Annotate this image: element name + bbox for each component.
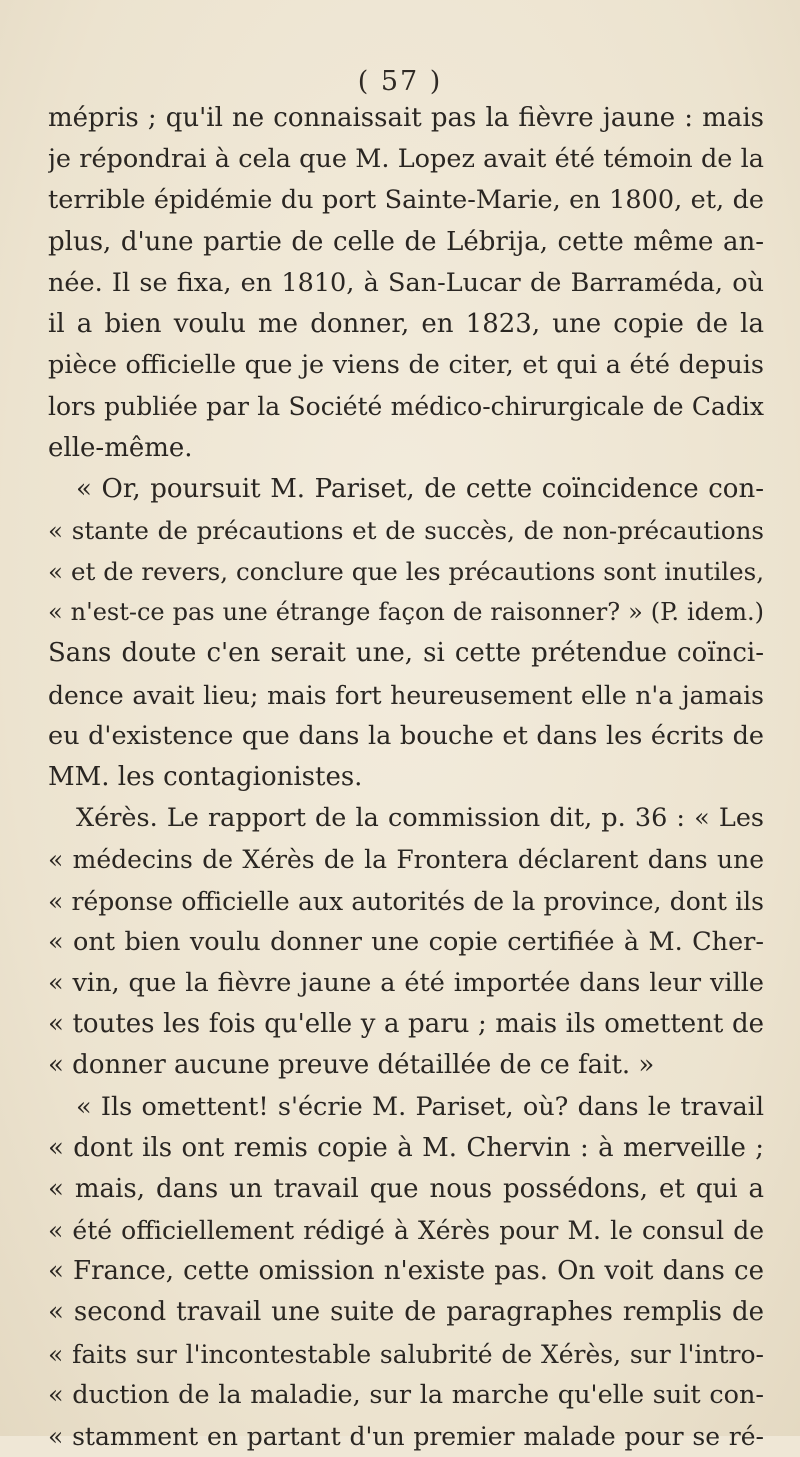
text-line: il a bien voulu me donner, en 1823, une copie de la [48,308,764,339]
text-line: je répondrai à cela que M. Lopez avait été témoin de la [48,144,764,175]
text-line: mépris ; qu'il ne connaissait pas la fièvre jaune : mais [48,103,764,133]
text-line: « Ils omettent! s'écrie M. Pariset, où? dans le travail [76,1091,764,1122]
text-line: « donner aucune preuve détaillée de ce fait. » [48,1050,655,1081]
text-line: « vin, que la fièvre jaune a été importée dans leur ville [48,967,764,998]
text-line: « mais, dans un travail que nous possédons, et qui a [48,1173,764,1204]
text-line: « second travail une suite de paragraphes remplis de [48,1297,764,1328]
text-line: « ont bien voulu donner une copie certifiée à M. Cher- [48,926,764,957]
body-text [48,98,764,1457]
text-line: Xérès. Le rapport de la commission dit, p. 36 : « Les [76,803,764,834]
text-line: Sans doute c'en serait une, si cette prétendue coïnci- [48,638,764,669]
text-line: pièce officielle que je viens de citer, et qui a été depuis [48,350,764,381]
text-line: « médecins de Xérès de la Frontera déclarent dans une [48,845,764,875]
text-line: « toutes les fois qu'elle y a paru ; mais ils omettent de [48,1009,764,1040]
text-line: « été officiellement rédigé à Xérès pour M. le consul de [48,1216,764,1246]
text-line: MM. les contagionistes. [48,762,363,792]
text-line: « n'est-ce pas une étrange façon de raisonner? » (P. idem.) [48,598,764,627]
text-line: « faits sur l'incontestable salubrité de Xérès, sur l'intro- [48,1339,764,1369]
text-line: « France, cette omission n'existe pas. On voit dans ce [48,1256,764,1287]
text-line: « réponse officielle aux autorités de la province, dont ils [48,886,764,916]
text-line: plus, d'une partie de celle de Lébrija, cette même an- [48,226,764,257]
text-line: « stamment en partant d'un premier malade pour se ré- [48,1422,764,1451]
text-line: lors publiée par la Société médico-chirurgicale de Cadix [48,392,764,422]
text-line: elle-même. [48,432,193,463]
text-line: « Or, poursuit M. Pariset, de cette coïncidence con- [76,473,764,504]
text-line: « duction de la maladie, sur la marche qu'elle suit con- [48,1379,764,1410]
text-line: eu d'existence que dans la bouche et dans les écrits de [48,720,764,751]
text-line: « dont ils ont remis copie à M. Chervin : à merveille ; [48,1132,764,1163]
text-line: dence avait lieu; mais fort heureusement elle n'a jamais [48,680,764,710]
text-line: terrible épidémie du port Sainte-Marie, en 1800, et, de [48,185,764,216]
text-line: « et de revers, conclure que les précautions sont inutiles, [48,557,764,587]
text-line: née. Il se fixa, en 1810, à San-Lucar de Barraméda, où [48,267,764,298]
text-line: « stante de précautions et de succès, de non-précautions [48,515,764,545]
page-number: ( 57 ) [357,66,443,97]
